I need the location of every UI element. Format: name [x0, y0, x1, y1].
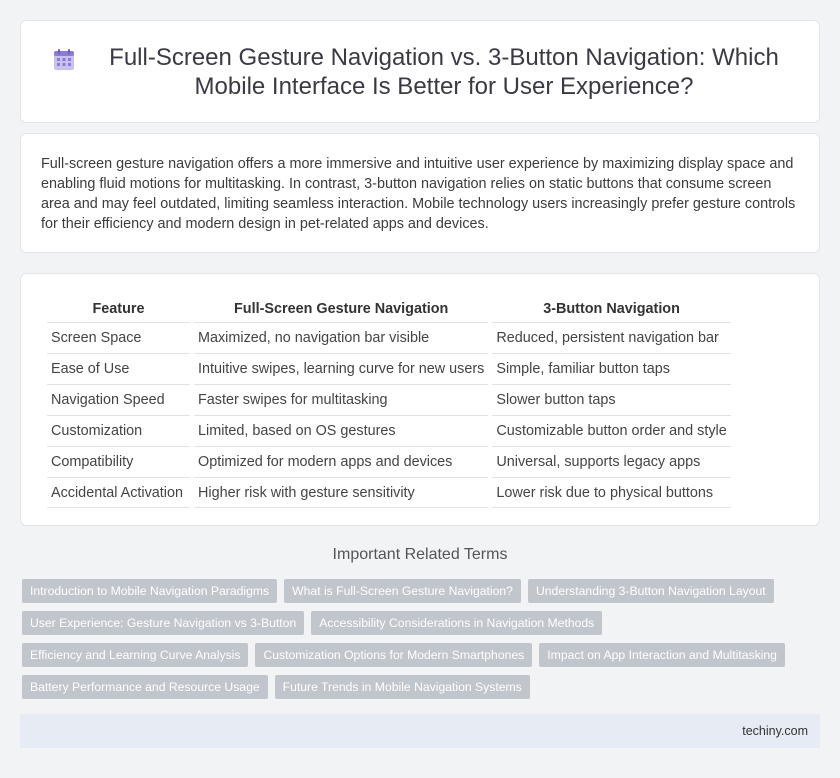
page-title: Full-Screen Gesture Navigation vs. 3-Button Navigation: Which Mobile Interface Is Better for User Experience? [109, 43, 779, 100]
related-term-tag[interactable]: What is Full-Screen Gesture Navigation? [284, 579, 521, 603]
table-cell: Customization [47, 415, 190, 446]
related-term-tag[interactable]: User Experience: Gesture Navigation vs 3-Button [22, 611, 304, 635]
table-cell: Slower button taps [492, 384, 730, 415]
table-row [47, 322, 731, 353]
calendar-icon [51, 47, 77, 73]
footer [20, 714, 820, 748]
table-row [47, 384, 731, 415]
table-cell: Optimized for modern apps and devices [194, 446, 488, 477]
table-row [47, 446, 731, 477]
related-terms-heading: Important Related Terms [332, 546, 508, 563]
table-cell: Maximized, no navigation bar visible [194, 322, 488, 353]
related-term-tag[interactable]: Battery Performance and Resource Usage [22, 675, 268, 699]
comparison-table-card [20, 273, 820, 526]
table-cell: Faster swipes for multitasking [194, 384, 488, 415]
related-term-tag[interactable]: Introduction to Mobile Navigation Paradigms [22, 579, 277, 603]
table-row [47, 415, 731, 446]
title-card [20, 20, 820, 123]
table-cell: Customizable button order and style [492, 415, 730, 446]
table-cell: Intuitive swipes, learning curve for new users [194, 353, 488, 384]
header-gesture: Full-Screen Gesture Navigation [234, 301, 449, 317]
table-cell: Screen Space [47, 322, 190, 353]
comparison-table [43, 296, 735, 508]
table-cell: Reduced, persistent navigation bar [492, 322, 730, 353]
table-row [47, 353, 731, 384]
table-cell: Limited, based on OS gestures [194, 415, 488, 446]
related-term-tag[interactable]: Impact on App Interaction and Multitasking [539, 643, 785, 667]
related-term-tag[interactable]: Customization Options for Modern Smartphones [255, 643, 532, 667]
header-feature: Feature [92, 301, 145, 317]
footer-site-link[interactable]: techiny.com [742, 724, 808, 738]
table-cell: Universal, supports legacy apps [492, 446, 730, 477]
table-cell: Compatibility [47, 446, 190, 477]
table-cell: Ease of Use [47, 353, 190, 384]
intro-paragraph: Full-screen gesture navigation offers a more immersive and intuitive user experience by maximizing display space and enabling fluid motions for multitasking. In contrast, 3-button navigation relies on static buttons that consume screen area and may feel outdated, limiting seamless interaction. Mobile technology users increasingly prefer gesture controls for their efficiency and modern design in pet-related apps and devices. [41, 156, 796, 232]
table-row [47, 477, 731, 508]
related-terms-tags [22, 579, 822, 707]
table-header-row [47, 296, 731, 322]
intro-card [20, 133, 820, 253]
related-term-tag[interactable]: Accessibility Considerations in Navigation Methods [311, 611, 602, 635]
table-cell: Higher risk with gesture sensitivity [194, 477, 488, 508]
table-cell: Simple, familiar button taps [492, 353, 730, 384]
table-cell: Accidental Activation [47, 477, 190, 508]
related-term-tag[interactable]: Future Trends in Mobile Navigation Systems [275, 675, 530, 699]
table-cell: Lower risk due to physical buttons [492, 477, 730, 508]
related-term-tag[interactable]: Efficiency and Learning Curve Analysis [22, 643, 248, 667]
header-3-button: 3-Button Navigation [543, 301, 680, 317]
title-wrap [51, 43, 789, 101]
related-term-tag[interactable]: Understanding 3-Button Navigation Layout [528, 579, 774, 603]
table-cell: Navigation Speed [47, 384, 190, 415]
